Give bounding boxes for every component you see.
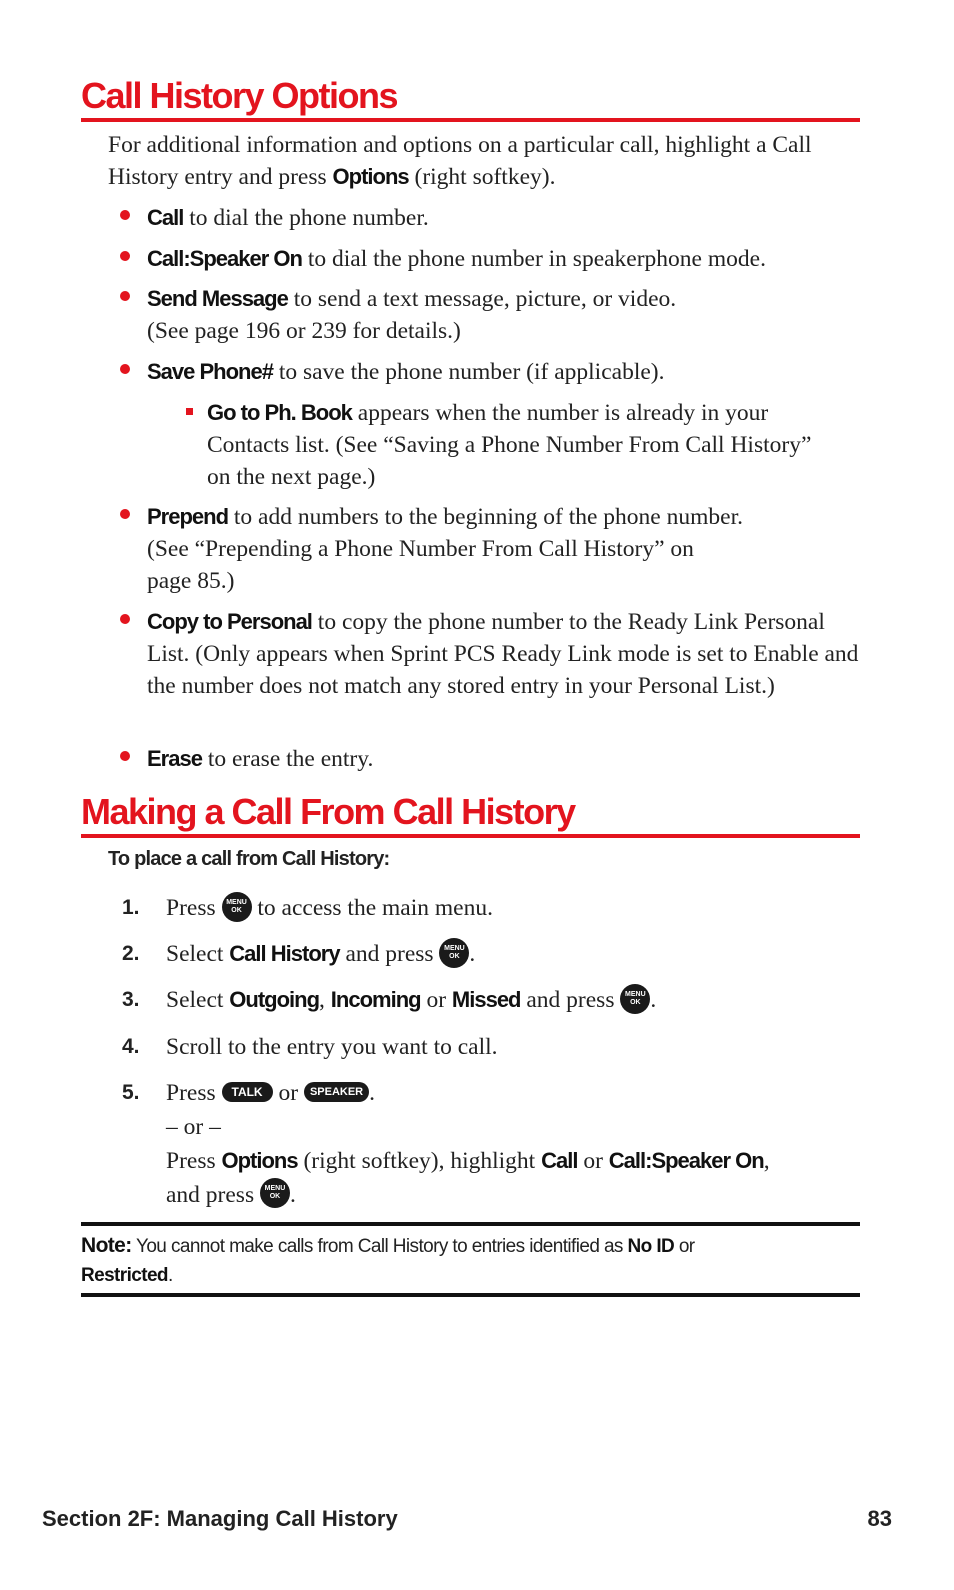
step-text: to access the main menu. bbox=[257, 895, 493, 921]
description: to add numbers to the beginning of the phone number. bbox=[233, 504, 743, 530]
term: Call:Speaker On bbox=[147, 246, 302, 271]
line bbox=[166, 1179, 866, 1213]
step-text: Press bbox=[166, 1080, 216, 1106]
term: Prepend bbox=[147, 504, 229, 529]
line bbox=[147, 283, 867, 315]
step-1 bbox=[166, 892, 866, 925]
bullet-icon bbox=[120, 251, 130, 261]
description: to copy the phone number to the Ready Link Personal List. (Only appears when Sprint PCS Ready Link mode is set to Enable and the number does not match any stored entry in your Personal List.) bbox=[147, 609, 859, 699]
step-text: or bbox=[426, 987, 447, 1013]
menu-ok-key-icon: MENU OK bbox=[222, 892, 252, 922]
intro-paragraph bbox=[108, 129, 858, 193]
list-item-send-message bbox=[147, 283, 867, 347]
step-3 bbox=[166, 984, 866, 1017]
step-text: Select bbox=[166, 941, 224, 967]
step-number: 3. bbox=[122, 988, 140, 1011]
line bbox=[166, 1144, 866, 1179]
term: Go to Ph. Book bbox=[207, 400, 352, 425]
step-text: and press bbox=[345, 941, 434, 967]
list-item-prepend bbox=[147, 501, 867, 597]
note-label: Note: bbox=[81, 1234, 132, 1257]
bullet-icon bbox=[120, 291, 130, 301]
list-item-call bbox=[147, 202, 867, 234]
description-continued: page 85.) bbox=[147, 568, 235, 594]
procedure-subheading: To place a call from Call History: bbox=[108, 848, 390, 870]
step-text: or bbox=[278, 1080, 299, 1106]
bullet-icon bbox=[120, 210, 130, 220]
bullet-icon bbox=[120, 751, 130, 761]
step-number: 5. bbox=[122, 1081, 140, 1104]
description: to send a text message, picture, or video. bbox=[293, 286, 677, 312]
section-heading-making-a-call: Making a Call From Call History bbox=[81, 792, 860, 838]
intro-text-end: (right softkey). bbox=[414, 164, 556, 190]
note-text: . bbox=[167, 1265, 173, 1286]
note-term: No ID bbox=[627, 1236, 675, 1257]
term: Call bbox=[147, 205, 184, 230]
step-text: or bbox=[583, 1148, 603, 1174]
sub-bullet-icon bbox=[186, 408, 193, 415]
speaker-key-icon: SPEAKER bbox=[304, 1082, 369, 1102]
note-box bbox=[81, 1231, 860, 1290]
term: Call History bbox=[229, 941, 340, 966]
footer-page-number: 83 bbox=[867, 1506, 892, 1531]
alternative-separator: – or – bbox=[166, 1113, 221, 1140]
step-text: , bbox=[319, 987, 325, 1013]
footer-section-title: Section 2F: Managing Call History bbox=[42, 1506, 398, 1531]
step-text: Press bbox=[166, 895, 216, 921]
line bbox=[166, 1077, 866, 1111]
description: to dial the phone number in speakerphone mode. bbox=[307, 246, 766, 272]
note-term: Restricted bbox=[81, 1265, 168, 1286]
line bbox=[147, 501, 867, 533]
description-continued: (See “Prepending a Phone Number From Call History” on bbox=[147, 536, 694, 562]
bullet-icon bbox=[120, 509, 130, 519]
step-text: Press bbox=[166, 1148, 216, 1174]
term: Incoming bbox=[330, 987, 421, 1012]
section-heading-call-history-options: Call History Options bbox=[81, 76, 860, 122]
bullet-icon bbox=[120, 614, 130, 624]
term: Options bbox=[221, 1148, 298, 1173]
step-text: Select bbox=[166, 987, 224, 1013]
list-item-save-phone bbox=[147, 356, 867, 388]
talk-key-icon: TALK bbox=[222, 1082, 273, 1102]
step-number: 2. bbox=[122, 942, 140, 965]
list-item-copy-to-personal bbox=[147, 606, 859, 702]
menu-ok-key-icon: MENU OK bbox=[620, 984, 650, 1014]
step-text: . bbox=[289, 1181, 296, 1208]
step-text: (right softkey), highlight bbox=[303, 1148, 536, 1174]
term: Missed bbox=[451, 987, 521, 1012]
sub-list-item-go-to-ph-book bbox=[207, 397, 837, 493]
note-text: You cannot make calls from Call History to entries identified as bbox=[136, 1236, 623, 1257]
term: Call bbox=[541, 1148, 578, 1173]
term: Call:Speaker On bbox=[608, 1148, 764, 1173]
menu-ok-key-icon: MENU OK bbox=[260, 1178, 290, 1208]
intro-text: For additional information and options on a particular call, highlight a Call History entry and press bbox=[108, 132, 812, 190]
note-top-rule bbox=[81, 1222, 860, 1226]
term: Erase bbox=[147, 746, 202, 771]
intro-options-term: Options bbox=[332, 164, 409, 189]
term: Copy to Personal bbox=[147, 609, 312, 634]
menu-ok-key-icon: MENU OK bbox=[439, 938, 469, 968]
term: Save Phone# bbox=[147, 359, 273, 384]
description: to erase the entry. bbox=[207, 746, 374, 772]
description: to save the phone number (if applicable). bbox=[278, 359, 665, 385]
bullet-icon bbox=[120, 364, 130, 374]
step-text: and press bbox=[166, 1181, 255, 1208]
step-5 bbox=[166, 1077, 866, 1212]
step-text: . bbox=[650, 987, 657, 1013]
step-4 bbox=[166, 1031, 866, 1063]
list-item-erase bbox=[147, 743, 867, 775]
term: Send Message bbox=[147, 286, 288, 311]
list-item-call-speaker-on bbox=[147, 243, 867, 275]
step-text: . bbox=[369, 1080, 375, 1106]
note-bottom-rule bbox=[81, 1293, 860, 1297]
term: Outgoing bbox=[229, 987, 320, 1012]
step-text: and press bbox=[526, 987, 615, 1013]
description: to dial the phone number. bbox=[189, 205, 429, 231]
note-text: or bbox=[678, 1236, 695, 1257]
step-number: 1. bbox=[122, 896, 140, 919]
step-text: . bbox=[469, 941, 476, 967]
step-text: Scroll to the entry you want to call. bbox=[166, 1034, 498, 1060]
step-number: 4. bbox=[122, 1035, 140, 1058]
description-continued: (See page 196 or 239 for details.) bbox=[147, 318, 461, 344]
step-text: , bbox=[763, 1148, 770, 1174]
description: appears when the number is already in your Contacts list. (See “Saving a Phone Number From Call History” on the next page.) bbox=[207, 400, 812, 490]
step-2 bbox=[166, 938, 866, 971]
